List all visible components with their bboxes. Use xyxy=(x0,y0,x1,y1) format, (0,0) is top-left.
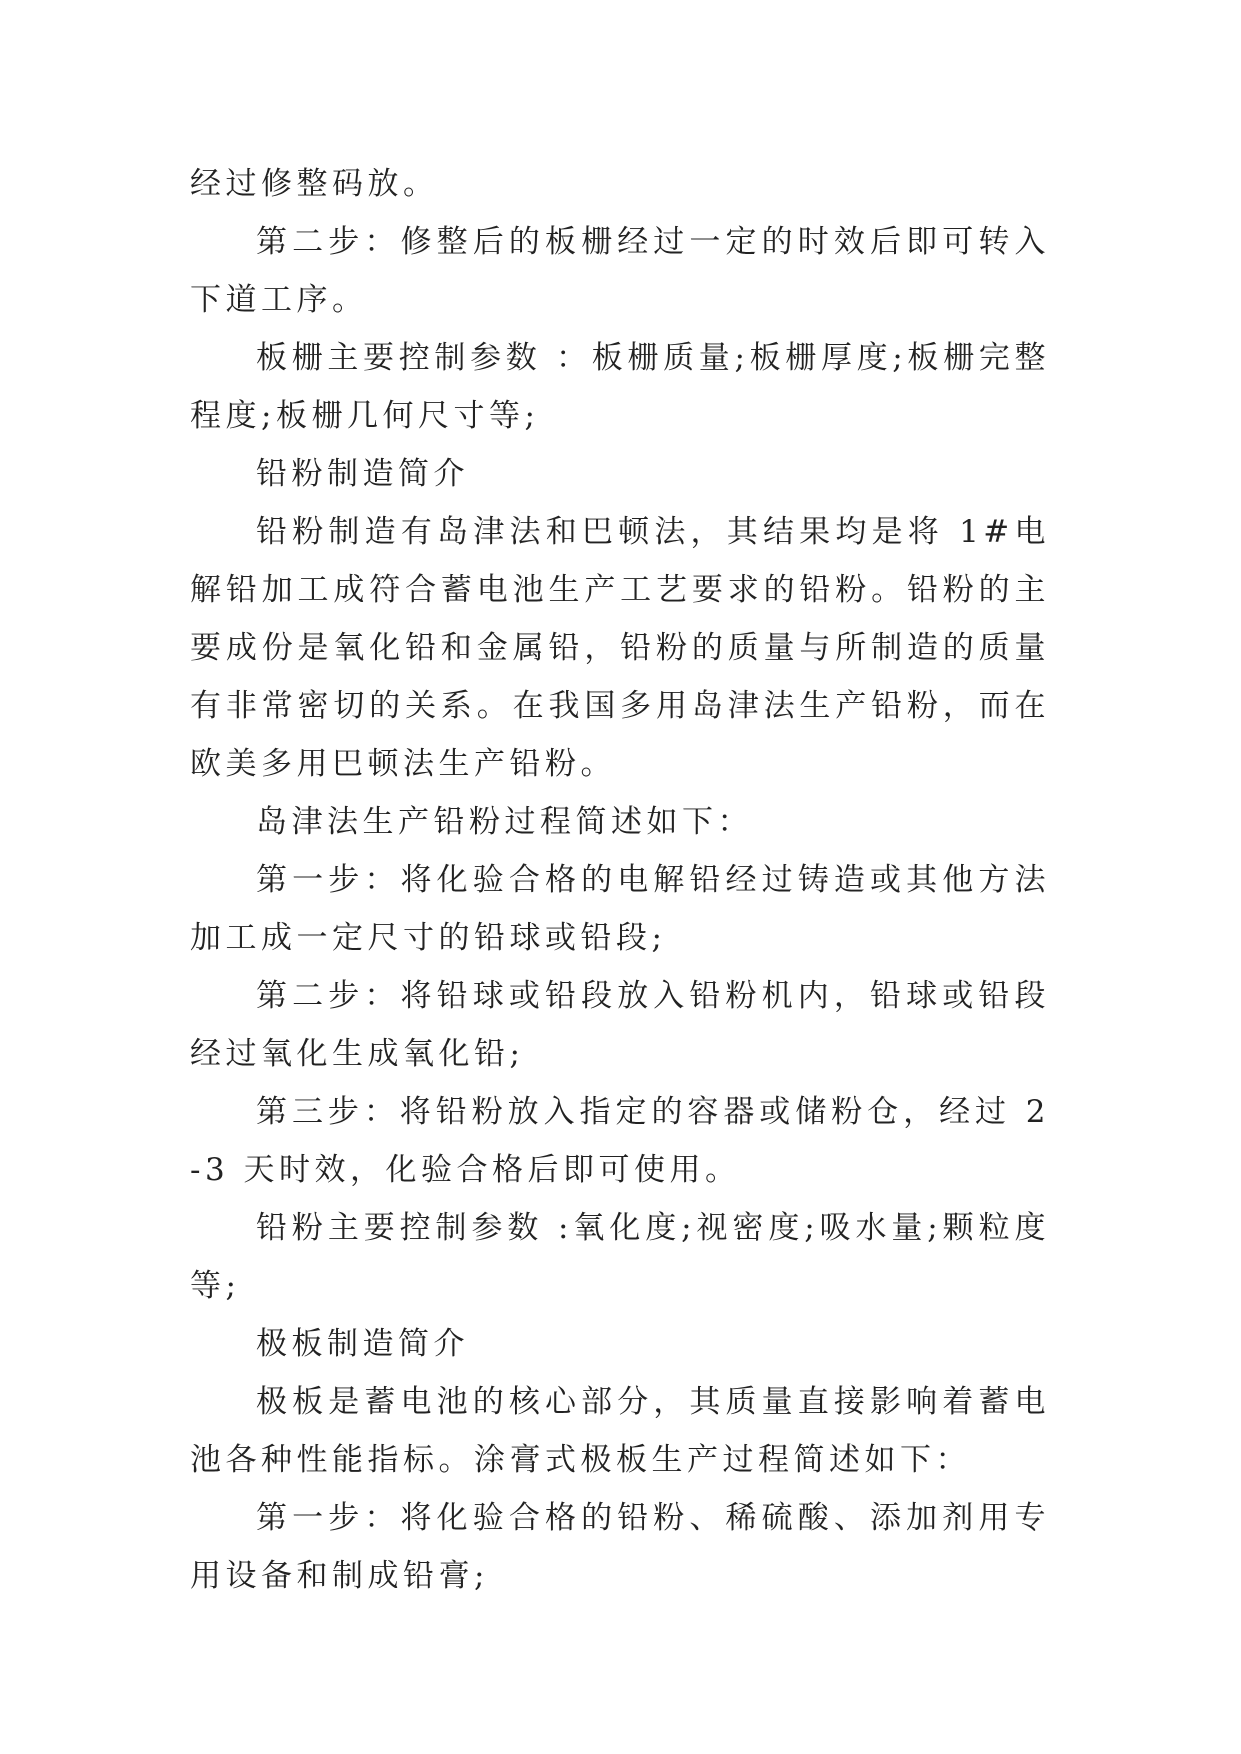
paragraph: 第一步：将化验合格的电解铅经过铸造或其他方法加工成一定尺寸的铅球或铅段; xyxy=(190,862,1050,956)
paragraph: 第二步：将铅球或铅段放入铅粉机内，铅球或铅段经过氧化生成氧化铅; xyxy=(190,978,1050,1072)
paragraph: 极板是蓄电池的核心部分，其质量直接影响着蓄电池各种性能指标。涂膏式极板生产过程简述如下： xyxy=(190,1384,1050,1478)
paragraph: 第三步：将铅粉放入指定的容器或储粉仓，经过 2-3 天时效，化验合格后即可使用。 xyxy=(190,1094,1050,1188)
paragraph: 铅粉制造有岛津法和巴顿法，其结果均是将 1#电解铅加工成符合蓄电池生产工艺要求的铅粉。铅粉的主要成份是氧化铅和金属铅，铅粉的质量与所制造的质量有非常密切的关系。在我国多用岛津法生产铅粉，而在欧美多用巴顿法生产铅粉。 xyxy=(190,514,1050,782)
section-heading: 极板制造简介 xyxy=(256,1326,469,1362)
section-heading: 铅粉制造简介 xyxy=(256,456,469,492)
document-body xyxy=(190,155,1050,1605)
paragraph: 岛津法生产铅粉过程简述如下： xyxy=(256,804,753,840)
paragraph: 铅粉主要控制参数 :氧化度;视密度;吸水量;颗粒度等; xyxy=(190,1210,1050,1304)
paragraph: 第二步：修整后的板栅经过一定的时效后即可转入下道工序。 xyxy=(190,224,1050,318)
paragraph: 经过修整码放。 xyxy=(190,166,439,202)
paragraph: 第一步：将化验合格的铅粉、稀硫酸、添加剂用专用设备和制成铅膏; xyxy=(190,1500,1050,1594)
paragraph: 板栅主要控制参数 ：板栅质量;板栅厚度;板栅完整程度;板栅几何尺寸等; xyxy=(190,340,1050,434)
